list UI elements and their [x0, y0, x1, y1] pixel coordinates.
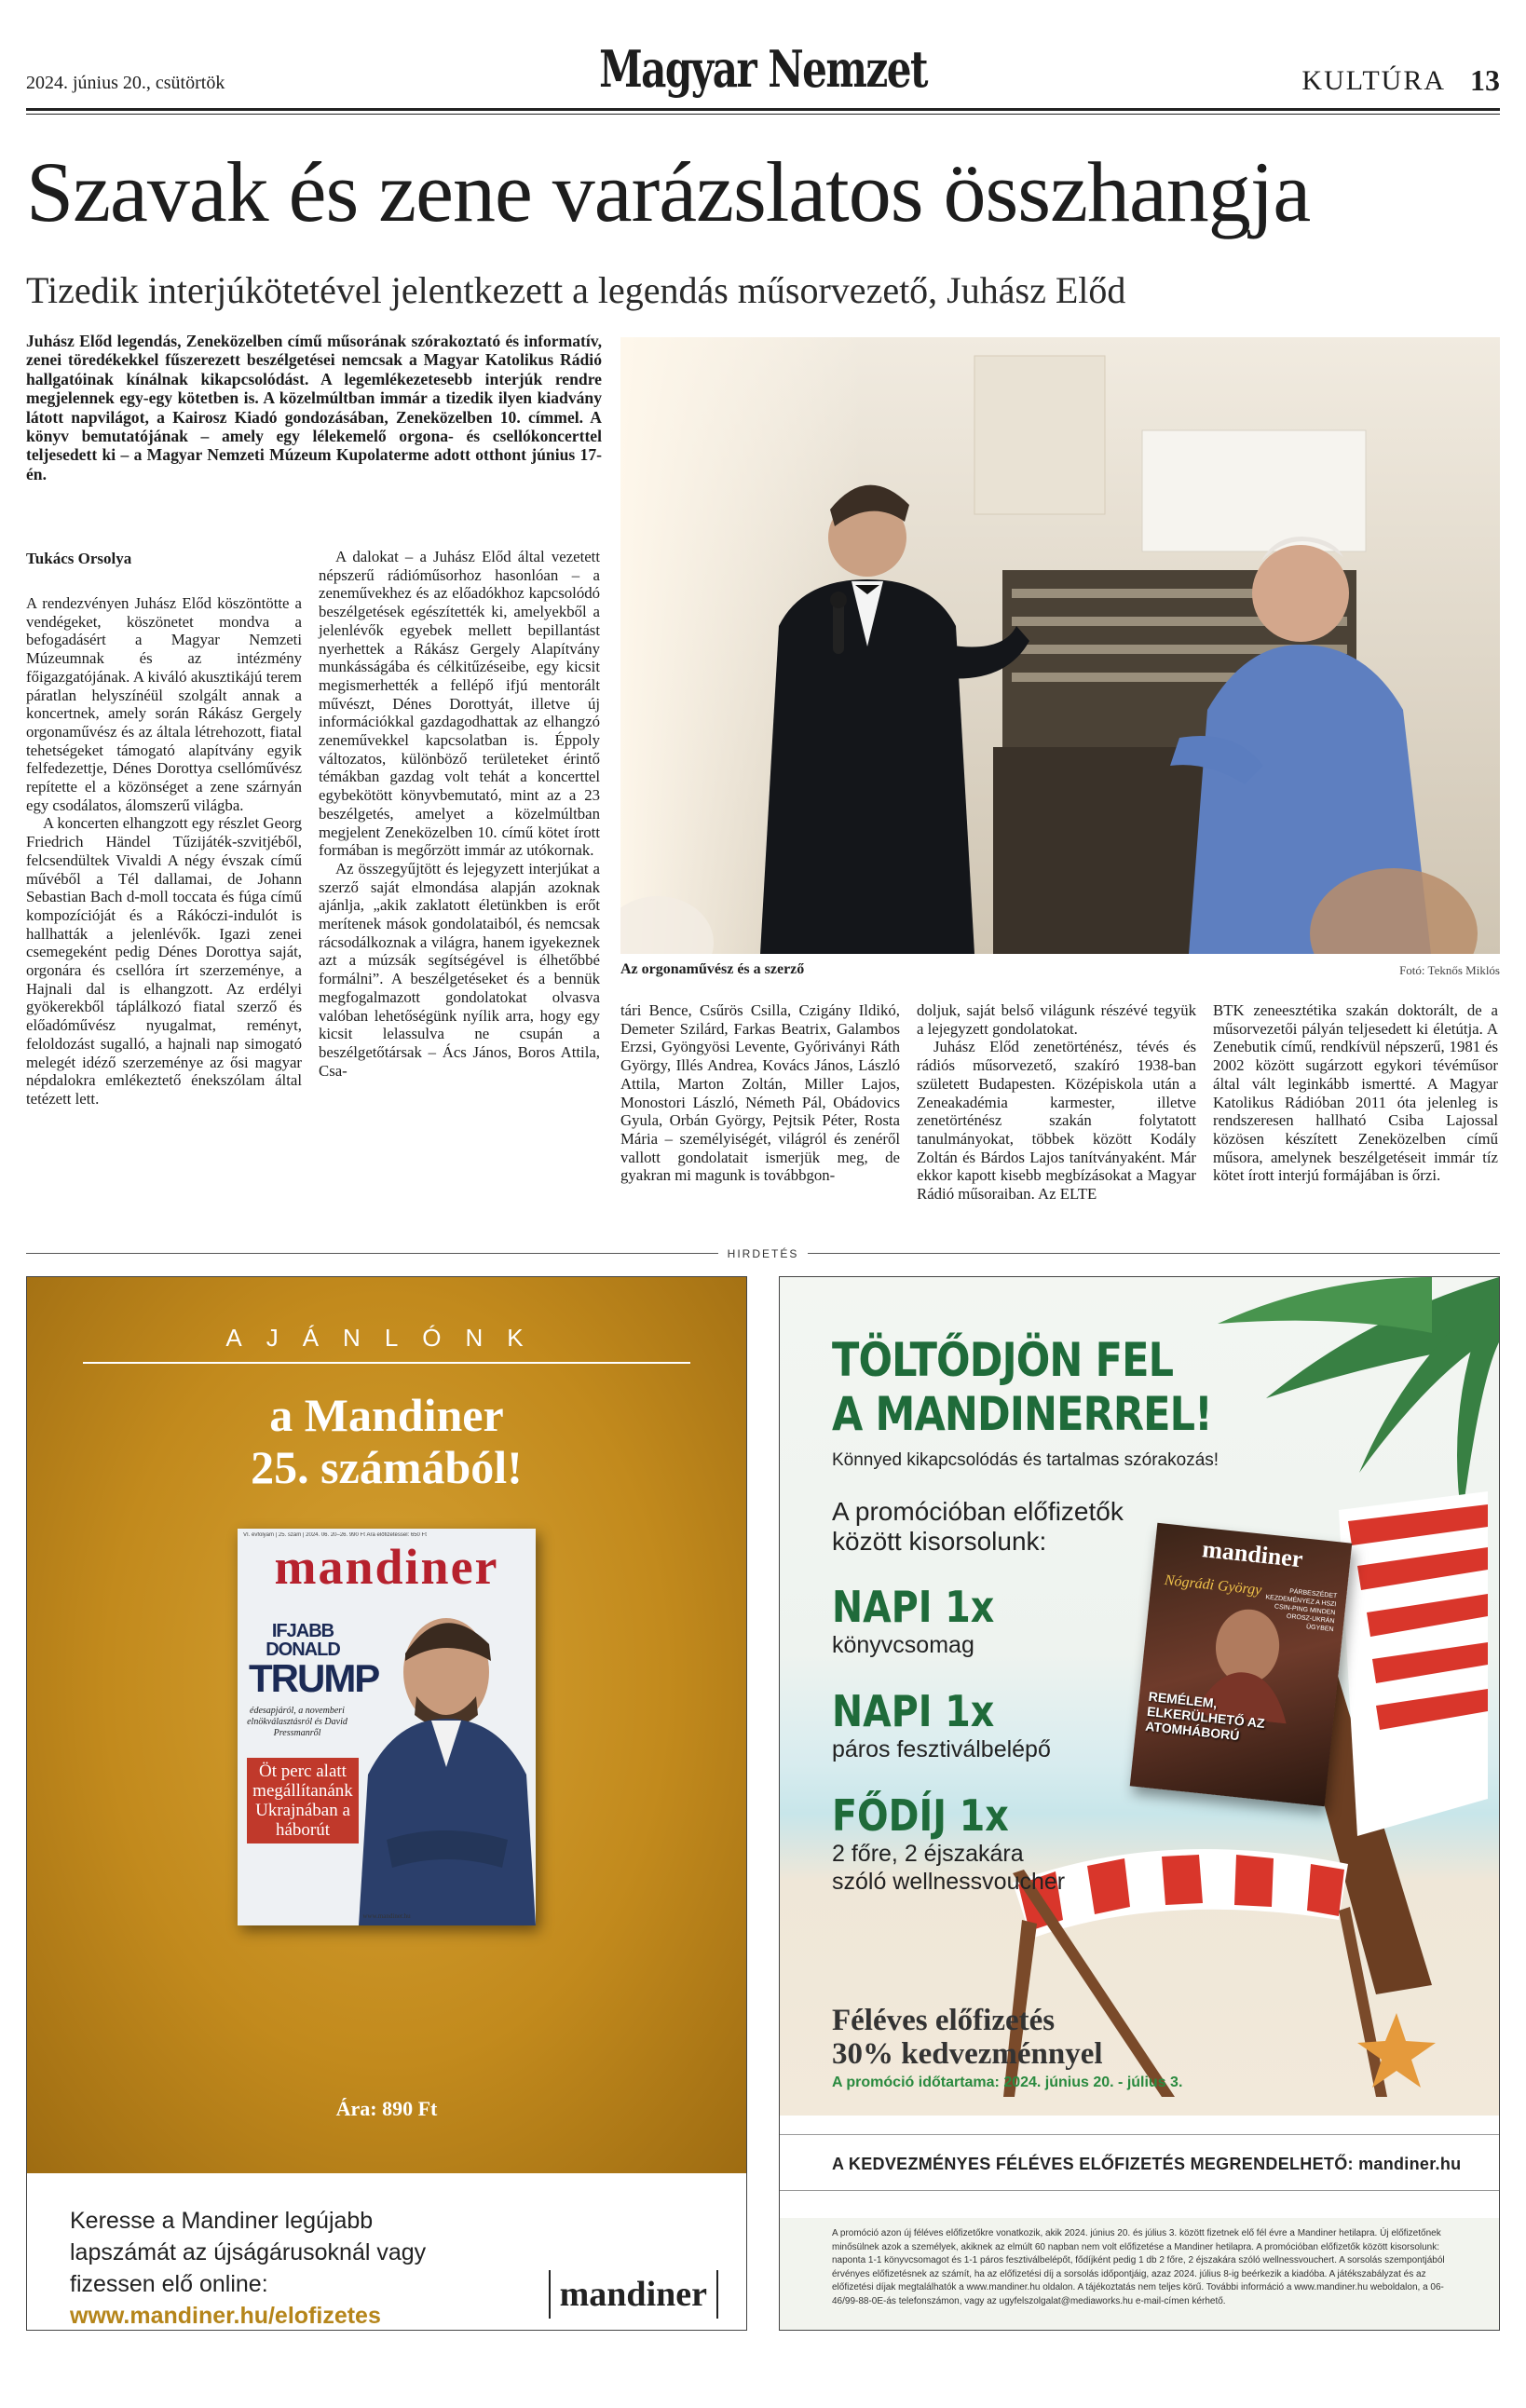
- prize-desc: könyvcsomag: [832, 1632, 974, 1658]
- promo-subline: Könnyed kikapcsolódás és tartalmas szórakozás!: [832, 1450, 1219, 1470]
- cover-name-line: IFJABB DONALD: [266, 1621, 340, 1660]
- promo-cover-headline: REMÉLEM, ELKERÜLHETŐ AZ ATOMHÁBORÚ: [1144, 1688, 1266, 1744]
- beach-scene: [780, 1277, 1499, 2116]
- mandiner-subscription-promo-ad[interactable]: [779, 1276, 1500, 2331]
- ad-label-text: HIRDETÉS: [718, 1247, 809, 1260]
- masthead-rule: [26, 108, 1500, 111]
- mandiner-issue-ad[interactable]: [26, 1276, 747, 2331]
- prize-item: [832, 1583, 1021, 1659]
- paragraph: Az összegyűjtött és lejegyzett interjúkat a szerző saját elmondása alapján azoknak ajánlja, „akik zaklatott életünkben is erőt merítenek mások gondolataiból, és nemcsak rácsodálkoznak a világra, hanem igyekeznek azt a múzsák segítségével is élhetőbbé formálni”. A beszélgetéseket és a bennük megfogalmazott gondolatokat olvasva valóban lehetőségünk nyílik arra, hogy egy kicsit lelassulva ne csupán a beszélgetőtársak – Ács János, Boros Attila, Csa-: [319, 859, 600, 1080]
- article-column-1: [26, 594, 302, 1109]
- ad-gold-panel: [27, 1277, 746, 2173]
- paragraph: A rendezvényen Juhász Előd köszöntötte a vendégeket, köszönetet mondva a befogadásért a Magyar Nemzeti Múzeumnak és az intézmény főigazgatójának. A kiváló akusztikájú terem páratlan helyszínéül szolgált annak a koncertnek, amely során Rákász Gergely orgonaművész és az általa létrehozott, fiatal tehetségeket támogató alapítvány egyik felfedezettje, Dénes Dorottya csellóművész repítette el a közönséget a zene szárnyán egy csodálatos, álomszerű világba.: [26, 594, 302, 814]
- page-number: 13: [1470, 63, 1500, 97]
- issue-date: 2024. június 20., csütörtök: [26, 73, 225, 93]
- promo-headline-line: TÖLTŐDJÖN FEL: [832, 1333, 1174, 1387]
- newspaper-logo: Magyar Nemzet: [599, 39, 927, 99]
- ad-title: [27, 1389, 746, 1493]
- mandiner-logo-text: mandiner: [559, 2275, 707, 2314]
- photo-caption: Az orgonaművész és a szerző: [620, 961, 805, 977]
- paragraph: A dalokat – a Juhász Előd által vezetett népszerű rádióműsorhoz hasonlóan – a zeneművekhez és az előadókhoz kapcsolódó beszélgetések egészítették ki, amelyekből a jelenlévők egyebek mellett bepillantást nyerhettek a Rákász Gergely Alapítvány munkásságába és célkitűzéseibe, egy kicsit megismerhették a fellépő ifjú mentorált művészt, Dénes Dorottyát, illetve új információkkal gazdagodhattak az elhangzó zeneművekkel kapcsolatban is. Éppoly változatos, különböző területeket érintő témákban gazdag volt tehát a koncerttel egybekötött könyvbemutató, mint az a 23 beszélgetés, amelyet a közelmúltban megjelent Zeneközelben 10. című kötet írott formában is megőrzött immár az utókornak.: [319, 548, 600, 860]
- article-column-3: [620, 1001, 900, 1185]
- half-year-line: 30% kedvezménnyel: [832, 2037, 1103, 2071]
- section-name: KULTÚRA: [1301, 65, 1446, 96]
- cover-logo: mandiner: [274, 1539, 499, 1595]
- promo-intro-line: A promócióban előfizetők: [832, 1497, 1124, 1526]
- masthead-rule-thin: [26, 114, 1500, 115]
- promo-headline-line: A MANDINERREL!: [832, 1387, 1212, 1441]
- article-column-5: [1213, 1001, 1498, 1185]
- photo-credit: Fotó: Teknős Miklós: [1399, 963, 1500, 977]
- half-year-line: Féléves előfizetés: [832, 2004, 1056, 2037]
- order-bar-rule: [780, 2190, 1499, 2191]
- cover-red-box: Öt perc alatt megállítanánk Ukrajnában a háborút: [247, 1758, 359, 1843]
- prize-desc: szóló wellnessvoucher: [832, 1869, 1066, 1895]
- promo-intro-line: között kisorsolunk:: [832, 1527, 1047, 1556]
- prize-title: NAPI 1x: [832, 1582, 995, 1632]
- article-column-2: [319, 548, 600, 1080]
- prize-title: NAPI 1x: [832, 1686, 995, 1736]
- promo-cover-logo: mandiner: [1201, 1535, 1304, 1573]
- ad-kicker: AJÁNLÓNK: [225, 1324, 548, 1352]
- promo-headline: [832, 1333, 1212, 1441]
- paragraph: Juhász Előd zenetörténész, tévés és rádiós műsorvezető, szakíró 1938-ban született Budapesten. Középiskola után a Zeneakadémia karmester, illetve zenetörténész szakán folytatott tanulmányokat, többek között Kodály Zoltán és Bárdos Lajos tanítványaként. Már ekkor kapott kisebb megbízásokat a Magyar Rádió műsoraiban. Az ELTE: [917, 1038, 1196, 1204]
- article-subheadline: Tizedik interjúkötetével jelentkezett a legendás műsorvezető, Juhász Előd: [26, 269, 1126, 311]
- magazine-cover: [238, 1529, 536, 1925]
- subscription-link[interactable]: www.mandiner.hu/elofizetes: [70, 2303, 381, 2329]
- ad-kicker-rule: [83, 1362, 690, 1364]
- half-year-offer: [832, 2004, 1103, 2071]
- cover-website: www.mandiner.hu: [362, 1912, 411, 1920]
- photo-illustration: [620, 337, 1500, 954]
- ad-label: [0, 1245, 1526, 1262]
- promo-intro: [832, 1497, 1124, 1557]
- mandiner-logo: [549, 2270, 718, 2319]
- prize-item: [832, 1687, 1051, 1763]
- ad-cta: Keresse a Mandiner legújabb lapszámát az újságárusoknál vagy fizessen elő online:: [70, 2208, 427, 2297]
- article-photo: [620, 337, 1500, 954]
- ad-title-line: a Mandiner: [269, 1389, 504, 1441]
- cover-name: [249, 1621, 379, 1700]
- cover-portrait: [349, 1607, 536, 1925]
- paragraph: A koncerten elhangzott egy részlet Georg Friedrich Händel Tűzijáték-szvitjéből, felcsendültek Vivaldi A négy évszak című művéből a Tél dallamai, de Johann Sebastian Bach d-moll toccata és fúga című kompozícióját és a Rákóczi-indulót is hallhatták a jelenlévők. Igazi zenei csemegeként pedig Dénes Dorottya saját, orgonára és csellóra írt szerzeménye, a Hajnali dal is elhangzott. Az erdélyi gyökerekből táplálkozó fiatal szerző és előadóművész nyugalmat, reményt, feloldozást sugalló, a hajnali nap simogató melegét idéző szerzeménye az ősi magyar népdalokra emlékeztető énekszólam által tetézett lett.: [26, 814, 302, 1108]
- cover-subtitle: édesapjáról, a novemberi elnökválasztásról és David Pressmanről: [247, 1706, 347, 1738]
- order-link[interactable]: A KEDVEZMÉNYES FÉLÉVES ELŐFIZETÉS MEGRENDELHETŐ: mandiner.hu: [832, 2155, 1462, 2173]
- prize-desc: páros fesztiválbelépő: [832, 1736, 1051, 1762]
- fine-print: A promóció azon új féléves előfizetőkre vonatkozik, akik 2024. június 20. és július 3. között fizetnek elő fél évre a Mandiner hetilapra. Új előfizetőnek minősülnek azok a személyek, akiknek az elmúlt 60 napban nem volt előfizetése a Mandiner hetilapra. A promócióban előfizetők között kisorsolunk: naponta 1-1 könyvcsomagot és 1-1 páros fesztiválbelépőt, fődíjként pedig 1 db 2 főre, 2 éjszakára szóló wellnessvouchert. A sorsolás szempontjából érvényes előfizetésnek az számít, ha az előfizetési díj a sorsolás időpontjáig, azaz 2024. július 8-ig beérkezik a kiadóba. A játékszabályzat és az előfizetési díjak megtalálhatók a www.mandiner.hu oldalon. A tájékoztatás nem teljes körű. További információ a www.mandiner.hu weboldalon, a 06-46/99-88-0E-ás telefonszámon, vagy az ugyfelszolgalat@mediaworks.hu e-mail-címen kérhető.: [832, 2228, 1445, 2306]
- paragraph: BTK zeneesztétika szakán doktorált, de a műsorvezetői pályán teljesedett ki életútja. A Zenebutik című, rendkívül népszerű, 1981 és 2002 között sugárzott egykori tévéműsor által vált leginkább ismertté. A Magyar Katolikus Rádióban 2011 óta jelenleg is rendszeresen hallható Csiba Lajossal közösen készített Zeneközelben című műsora, amelynek beszélgetéseit immár tíz kötet írott interjú formájában is őrzi.: [1213, 1001, 1498, 1185]
- ad-price: Ára: 890 Ft: [335, 2097, 438, 2120]
- masthead: [26, 34, 1500, 110]
- ad-cta-text: [70, 2205, 443, 2332]
- article-column-4: [917, 1001, 1196, 1204]
- byline: Tukács Orsolya: [26, 550, 132, 567]
- ad-title-line: 25. számából!: [251, 1441, 523, 1493]
- promo-magazine-cover: [1130, 1523, 1353, 1806]
- cover-meta: VI. évfolyam | 25. szám | 2024. 06. 20–26. 990 Ft Ára előfizetéssel: 650 Ft: [243, 1532, 427, 1538]
- order-bar-rule: [780, 2134, 1499, 2135]
- prize-title: FŐDÍJ 1x: [832, 1790, 1009, 1841]
- prize-desc: 2 főre, 2 éjszakára: [832, 1841, 1024, 1867]
- article-headline: Szavak és zene varázslatos összhangja: [26, 144, 1311, 239]
- promo-cover-tagline: PÁRBESZÉDET KEZDEMÉNYEZ A HSZI CSIN-PING MINDEN OROSZ-UKRÁN ÜGYBEN: [1265, 1588, 1338, 1634]
- paragraph: tári Bence, Csűrös Csilla, Czigány Ildikó, Demeter Szilárd, Farkas Beatrix, Galambos Erzsi, Gyöngyösi Levente, Győriványi Ráth György, Illés Andrea, Kovács János, László Attila, Marton Zoltán, Miller Lajos, Monostori László, Németh Pál, Obádovics Gyula, Orbán György, Pejtsik Péter, Rosta Mária – személyiségét, világról és zenéről vallott gondolatait ismerjük meg, de gyakran mi magunk is továbbgon-: [620, 1001, 900, 1185]
- promo-cover-name: Nógrádi György: [1164, 1571, 1263, 1599]
- promo-period: A promóció időtartama: 2024. június 20. - július 3.: [832, 2075, 1183, 2090]
- article-lead: Juhász Előd legendás, Zeneközelben című műsorának szórakoztató és informatív, zenei töredékekkel fűszerezett beszélgetései nemcsak a Magyar Katolikus Rádió hallgatóinak kínálnak kikapcsolódást. A legemlékezetesebb interjúk rendre megjelennek egy-egy kötetben is. A közelmúltban immár a tizedik ilyen kiadvány látott napvilágot, a Kairosz Kiadó gondozásában, Zeneközelben 10. címmel. A könyv bemutatójának – amely egy lélekemelő orgona- és csellókoncerttel teljesedett ki – a Magyar Nemzeti Múzeum Kupolaterme adott otthont június 17-én.: [26, 332, 602, 483]
- prize-item: [832, 1791, 1065, 1896]
- paragraph: doljuk, saját belső világunk részévé tegyük a lejegyzett gondolatokat.: [917, 1001, 1196, 1038]
- cover-name-line: TRUMP: [249, 1656, 379, 1700]
